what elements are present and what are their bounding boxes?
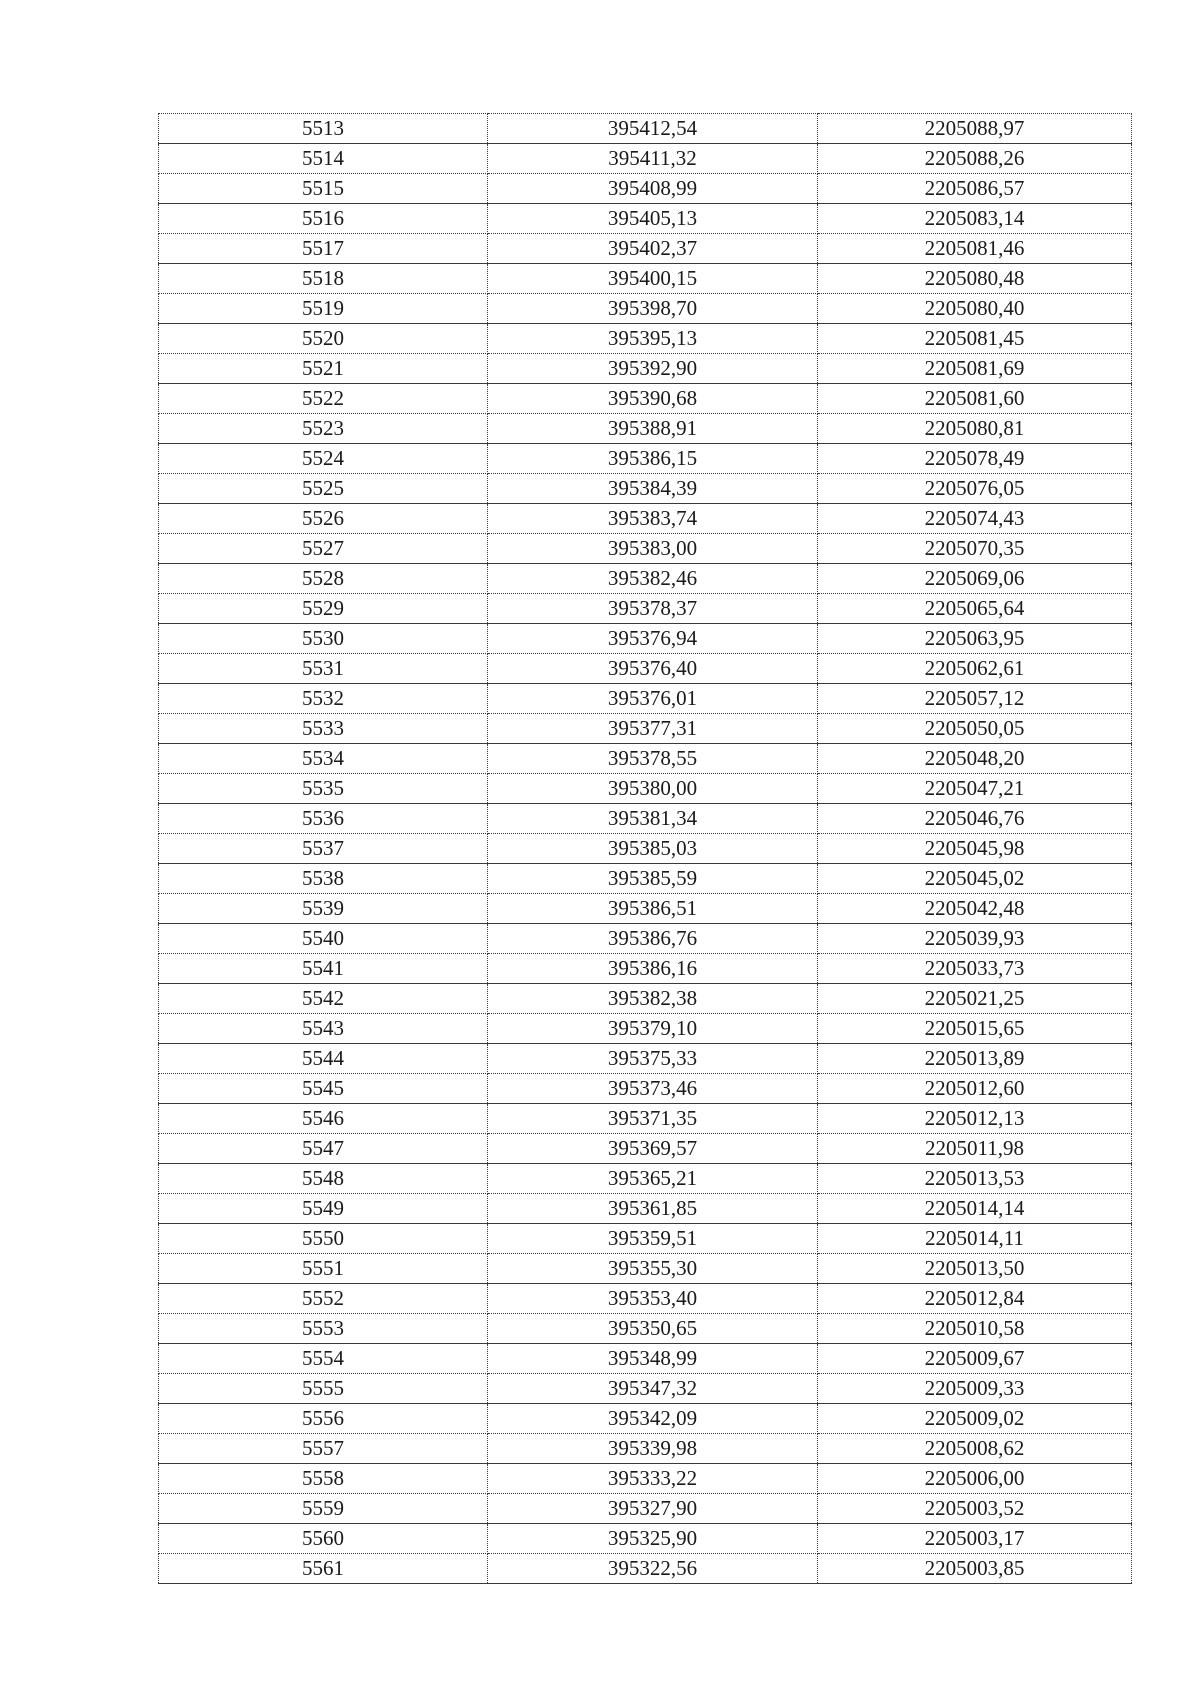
- y-coordinate-cell: 2205013,53: [818, 1164, 1132, 1194]
- table-row: [159, 1164, 1132, 1194]
- x-coordinate-cell: 395375,33: [488, 1044, 818, 1074]
- point-number-cell: 5537: [159, 834, 488, 864]
- point-number-cell: 5547: [159, 1134, 488, 1164]
- point-number-cell: 5540: [159, 924, 488, 954]
- y-coordinate-cell: 2205012,13: [818, 1104, 1132, 1134]
- table-row: [159, 1524, 1132, 1554]
- x-coordinate-cell: 395400,15: [488, 264, 818, 294]
- y-coordinate-cell: 2205088,26: [818, 144, 1132, 174]
- x-coordinate-cell: 395369,57: [488, 1134, 818, 1164]
- y-coordinate-cell: 2205013,89: [818, 1044, 1132, 1074]
- point-number-cell: 5544: [159, 1044, 488, 1074]
- table-row: [159, 864, 1132, 894]
- point-number-cell: 5559: [159, 1494, 488, 1524]
- table-row: [159, 1194, 1132, 1224]
- y-coordinate-cell: 2205011,98: [818, 1134, 1132, 1164]
- table-row: [159, 1554, 1132, 1584]
- table-row: [159, 834, 1132, 864]
- y-coordinate-cell: 2205080,81: [818, 414, 1132, 444]
- x-coordinate-cell: 395371,35: [488, 1104, 818, 1134]
- x-coordinate-cell: 395405,13: [488, 204, 818, 234]
- x-coordinate-cell: 395379,10: [488, 1014, 818, 1044]
- point-number-cell: 5557: [159, 1434, 488, 1464]
- x-coordinate-cell: 395339,98: [488, 1434, 818, 1464]
- y-coordinate-cell: 2205069,06: [818, 564, 1132, 594]
- point-number-cell: 5548: [159, 1164, 488, 1194]
- point-number-cell: 5543: [159, 1014, 488, 1044]
- y-coordinate-cell: 2205088,97: [818, 114, 1132, 144]
- table-row: [159, 954, 1132, 984]
- y-coordinate-cell: 2205080,40: [818, 294, 1132, 324]
- table-row: [159, 1254, 1132, 1284]
- y-coordinate-cell: 2205076,05: [818, 474, 1132, 504]
- point-number-cell: 5531: [159, 654, 488, 684]
- table-row: [159, 1104, 1132, 1134]
- point-number-cell: 5534: [159, 744, 488, 774]
- table-row: [159, 1134, 1132, 1164]
- coordinates-table-body: [159, 114, 1132, 1584]
- table-row: [159, 924, 1132, 954]
- table-row: [159, 114, 1132, 144]
- y-coordinate-cell: 2205003,17: [818, 1524, 1132, 1554]
- x-coordinate-cell: 395390,68: [488, 384, 818, 414]
- x-coordinate-cell: 395398,70: [488, 294, 818, 324]
- point-number-cell: 5538: [159, 864, 488, 894]
- table-row: [159, 1404, 1132, 1434]
- point-number-cell: 5539: [159, 894, 488, 924]
- x-coordinate-cell: 395412,54: [488, 114, 818, 144]
- point-number-cell: 5535: [159, 774, 488, 804]
- y-coordinate-cell: 2205065,64: [818, 594, 1132, 624]
- x-coordinate-cell: 395376,01: [488, 684, 818, 714]
- x-coordinate-cell: 395327,90: [488, 1494, 818, 1524]
- x-coordinate-cell: 395355,30: [488, 1254, 818, 1284]
- point-number-cell: 5551: [159, 1254, 488, 1284]
- table-row: [159, 474, 1132, 504]
- point-number-cell: 5542: [159, 984, 488, 1014]
- x-coordinate-cell: 395376,40: [488, 654, 818, 684]
- y-coordinate-cell: 2205010,58: [818, 1314, 1132, 1344]
- y-coordinate-cell: 2205008,62: [818, 1434, 1132, 1464]
- x-coordinate-cell: 395348,99: [488, 1344, 818, 1374]
- table-row: [159, 414, 1132, 444]
- y-coordinate-cell: 2205014,14: [818, 1194, 1132, 1224]
- table-row: [159, 1224, 1132, 1254]
- point-number-cell: 5513: [159, 114, 488, 144]
- point-number-cell: 5536: [159, 804, 488, 834]
- y-coordinate-cell: 2205021,25: [818, 984, 1132, 1014]
- y-coordinate-cell: 2205063,95: [818, 624, 1132, 654]
- y-coordinate-cell: 2205078,49: [818, 444, 1132, 474]
- y-coordinate-cell: 2205080,48: [818, 264, 1132, 294]
- y-coordinate-cell: 2205039,93: [818, 924, 1132, 954]
- x-coordinate-cell: 395361,85: [488, 1194, 818, 1224]
- point-number-cell: 5560: [159, 1524, 488, 1554]
- y-coordinate-cell: 2205009,02: [818, 1404, 1132, 1434]
- point-number-cell: 5517: [159, 234, 488, 264]
- point-number-cell: 5523: [159, 414, 488, 444]
- point-number-cell: 5532: [159, 684, 488, 714]
- y-coordinate-cell: 2205070,35: [818, 534, 1132, 564]
- table-row: [159, 744, 1132, 774]
- x-coordinate-cell: 395383,00: [488, 534, 818, 564]
- y-coordinate-cell: 2205009,67: [818, 1344, 1132, 1374]
- x-coordinate-cell: 395408,99: [488, 174, 818, 204]
- x-coordinate-cell: 395350,65: [488, 1314, 818, 1344]
- x-coordinate-cell: 395384,39: [488, 474, 818, 504]
- point-number-cell: 5521: [159, 354, 488, 384]
- table-row: [159, 534, 1132, 564]
- coordinates-table: [158, 113, 1132, 1584]
- x-coordinate-cell: 395378,37: [488, 594, 818, 624]
- table-row: [159, 1014, 1132, 1044]
- table-row: [159, 804, 1132, 834]
- x-coordinate-cell: 395385,59: [488, 864, 818, 894]
- x-coordinate-cell: 395382,38: [488, 984, 818, 1014]
- table-row: [159, 1314, 1132, 1344]
- x-coordinate-cell: 395386,15: [488, 444, 818, 474]
- table-row: [159, 1044, 1132, 1074]
- x-coordinate-cell: 395380,00: [488, 774, 818, 804]
- y-coordinate-cell: 2205012,60: [818, 1074, 1132, 1104]
- table-row: [159, 1374, 1132, 1404]
- table-row: [159, 234, 1132, 264]
- point-number-cell: 5516: [159, 204, 488, 234]
- table-row: [159, 1464, 1132, 1494]
- y-coordinate-cell: 2205012,84: [818, 1284, 1132, 1314]
- point-number-cell: 5527: [159, 534, 488, 564]
- y-coordinate-cell: 2205086,57: [818, 174, 1132, 204]
- table-row: [159, 714, 1132, 744]
- point-number-cell: 5549: [159, 1194, 488, 1224]
- table-row: [159, 654, 1132, 684]
- table-row: [159, 1344, 1132, 1374]
- table-row: [159, 174, 1132, 204]
- y-coordinate-cell: 2205081,60: [818, 384, 1132, 414]
- point-number-cell: 5553: [159, 1314, 488, 1344]
- point-number-cell: 5518: [159, 264, 488, 294]
- point-number-cell: 5524: [159, 444, 488, 474]
- table-row: [159, 684, 1132, 714]
- table-row: [159, 564, 1132, 594]
- x-coordinate-cell: 395381,34: [488, 804, 818, 834]
- x-coordinate-cell: 395402,37: [488, 234, 818, 264]
- table-row: [159, 594, 1132, 624]
- y-coordinate-cell: 2205062,61: [818, 654, 1132, 684]
- point-number-cell: 5555: [159, 1374, 488, 1404]
- point-number-cell: 5520: [159, 324, 488, 354]
- point-number-cell: 5514: [159, 144, 488, 174]
- x-coordinate-cell: 395386,16: [488, 954, 818, 984]
- x-coordinate-cell: 395386,51: [488, 894, 818, 924]
- point-number-cell: 5541: [159, 954, 488, 984]
- y-coordinate-cell: 2205048,20: [818, 744, 1132, 774]
- x-coordinate-cell: 395395,13: [488, 324, 818, 354]
- table-row: [159, 894, 1132, 924]
- y-coordinate-cell: 2205009,33: [818, 1374, 1132, 1404]
- x-coordinate-cell: 395376,94: [488, 624, 818, 654]
- point-number-cell: 5515: [159, 174, 488, 204]
- table-row: [159, 444, 1132, 474]
- x-coordinate-cell: 395322,56: [488, 1554, 818, 1584]
- x-coordinate-cell: 395392,90: [488, 354, 818, 384]
- point-number-cell: 5554: [159, 1344, 488, 1374]
- x-coordinate-cell: 395342,09: [488, 1404, 818, 1434]
- point-number-cell: 5546: [159, 1104, 488, 1134]
- point-number-cell: 5556: [159, 1404, 488, 1434]
- point-number-cell: 5525: [159, 474, 488, 504]
- table-row: [159, 984, 1132, 1014]
- y-coordinate-cell: 2205046,76: [818, 804, 1132, 834]
- table-row: [159, 384, 1132, 414]
- y-coordinate-cell: 2205042,48: [818, 894, 1132, 924]
- y-coordinate-cell: 2205074,43: [818, 504, 1132, 534]
- x-coordinate-cell: 395378,55: [488, 744, 818, 774]
- point-number-cell: 5530: [159, 624, 488, 654]
- table-row: [159, 354, 1132, 384]
- y-coordinate-cell: 2205013,50: [818, 1254, 1132, 1284]
- point-number-cell: 5545: [159, 1074, 488, 1104]
- point-number-cell: 5558: [159, 1464, 488, 1494]
- y-coordinate-cell: 2205081,46: [818, 234, 1132, 264]
- y-coordinate-cell: 2205047,21: [818, 774, 1132, 804]
- table-row: [159, 1074, 1132, 1104]
- table-row: [159, 144, 1132, 174]
- point-number-cell: 5561: [159, 1554, 488, 1584]
- table-row: [159, 1284, 1132, 1314]
- table-row: [159, 774, 1132, 804]
- y-coordinate-cell: 2205083,14: [818, 204, 1132, 234]
- y-coordinate-cell: 2205033,73: [818, 954, 1132, 984]
- y-coordinate-cell: 2205015,65: [818, 1014, 1132, 1044]
- point-number-cell: 5529: [159, 594, 488, 624]
- x-coordinate-cell: 395359,51: [488, 1224, 818, 1254]
- point-number-cell: 5526: [159, 504, 488, 534]
- point-number-cell: 5552: [159, 1284, 488, 1314]
- point-number-cell: 5528: [159, 564, 488, 594]
- table-row: [159, 264, 1132, 294]
- x-coordinate-cell: 395388,91: [488, 414, 818, 444]
- y-coordinate-cell: 2205003,85: [818, 1554, 1132, 1584]
- x-coordinate-cell: 395383,74: [488, 504, 818, 534]
- table-row: [159, 324, 1132, 354]
- y-coordinate-cell: 2205081,45: [818, 324, 1132, 354]
- x-coordinate-cell: 395333,22: [488, 1464, 818, 1494]
- table-row: [159, 1434, 1132, 1464]
- x-coordinate-cell: 395385,03: [488, 834, 818, 864]
- x-coordinate-cell: 395373,46: [488, 1074, 818, 1104]
- x-coordinate-cell: 395386,76: [488, 924, 818, 954]
- y-coordinate-cell: 2205006,00: [818, 1464, 1132, 1494]
- point-number-cell: 5519: [159, 294, 488, 324]
- table-row: [159, 204, 1132, 234]
- point-number-cell: 5522: [159, 384, 488, 414]
- y-coordinate-cell: 2205050,05: [818, 714, 1132, 744]
- x-coordinate-cell: 395347,32: [488, 1374, 818, 1404]
- x-coordinate-cell: 395377,31: [488, 714, 818, 744]
- table-row: [159, 294, 1132, 324]
- y-coordinate-cell: 2205057,12: [818, 684, 1132, 714]
- y-coordinate-cell: 2205003,52: [818, 1494, 1132, 1524]
- y-coordinate-cell: 2205045,02: [818, 864, 1132, 894]
- x-coordinate-cell: 395325,90: [488, 1524, 818, 1554]
- x-coordinate-cell: 395365,21: [488, 1164, 818, 1194]
- y-coordinate-cell: 2205014,11: [818, 1224, 1132, 1254]
- table-row: [159, 1494, 1132, 1524]
- x-coordinate-cell: 395382,46: [488, 564, 818, 594]
- table-row: [159, 504, 1132, 534]
- y-coordinate-cell: 2205045,98: [818, 834, 1132, 864]
- x-coordinate-cell: 395411,32: [488, 144, 818, 174]
- x-coordinate-cell: 395353,40: [488, 1284, 818, 1314]
- point-number-cell: 5533: [159, 714, 488, 744]
- point-number-cell: 5550: [159, 1224, 488, 1254]
- y-coordinate-cell: 2205081,69: [818, 354, 1132, 384]
- table-row: [159, 624, 1132, 654]
